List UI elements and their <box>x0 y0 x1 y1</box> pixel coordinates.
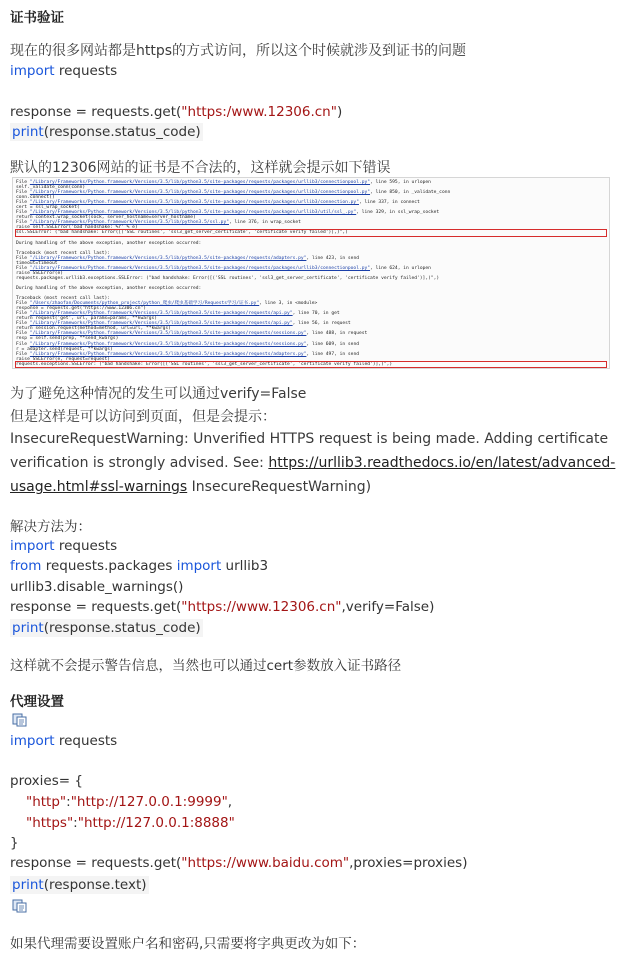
proxies-https-line: "https":"http://127.0.0.1:8888" <box>26 815 235 831</box>
traceback-line: File "/Library/Frameworks/Python.framework/Versions/3.5/lib/python3.5/site-packages/requests/adapters.py", line 497, in send <box>16 351 359 357</box>
error-intro-text: 默认的12306网站的证书是不合法的，这样就会提示如下错误 <box>10 160 391 176</box>
solution-label: 解决方法为： <box>10 519 91 535</box>
proxy-print-line: print(response.text) <box>12 877 147 893</box>
traceback-line: cert = ssl_wrap_socket( <box>16 205 80 211</box>
traceback-line: return session.request(method=method, url=url, **kwargs) <box>16 326 171 332</box>
traceback-line: File "/Users/zhaofan/Documents/python_project/python_爬虫/爬虫基础学习/Requests学习/证书.py", line 3, in <module> <box>16 301 318 307</box>
urllib3-docs-link[interactable]: https://urllib3.readthedocs.io/en/latest/advanced- <box>268 455 616 471</box>
traceback-line: During handling of the above exception, another exception occurred: <box>16 240 202 246</box>
traceback-line: requests.exceptions.SSLError: ("bad handshake: Error([('SSL routines', 'ssl3_get_server_certificate', 'certificate verify failed')],)",) <box>16 362 606 367</box>
traceback-line: File "/Library/Frameworks/Python.framework/Versions/3.5/lib/python3.5/site-packages/requests/packages/urllib3/connection.py", line 337, in connect <box>16 200 420 206</box>
verify-note: 为了避免这种情况的发生可以通过verify=False <box>10 386 307 402</box>
warn-note: 但是这样是可以访问到页面，但是会提示： <box>10 409 276 425</box>
warning-text-1: InsecureRequestWarning: Unverified HTTPS request is being made. Adding certificate <box>10 431 609 447</box>
code-print-line: print(response.status_code) <box>12 124 201 140</box>
copy-code-icon[interactable] <box>12 713 28 727</box>
proxies-http-line: "http":"http://127.0.0.1:9999", <box>26 794 233 810</box>
warning-text-3: usage.html#ssl-warnings InsecureRequestWarning) <box>10 479 372 495</box>
keyword: import <box>10 63 55 79</box>
traceback-line: File "/Library/Frameworks/Python.framework/Versions/3.5/lib/python3.5/site-packages/requests/packages/urllib3/util/ssl_.py", line 329, in ssl_wrap_socket <box>16 210 440 216</box>
traceback-line: raise self.SSLError('bad handshake: %r' % e) <box>16 225 138 231</box>
code2-disable-line: urllib3.disable_warnings() <box>10 579 184 595</box>
traceback-line: File "/Library/Frameworks/Python.framework/Versions/3.5/lib/python3.5/site-packages/requests/packages/urllib3/connectionpool.py", line 624, in urlopen <box>16 265 431 271</box>
traceback-line: File "/Library/Frameworks/Python.framework/Versions/3.5/lib/python3.5/site-packages/requests/sessions.py", line 488, in request <box>16 331 368 337</box>
copy-code-icon[interactable] <box>12 899 28 913</box>
traceback-line: File "/Library/Frameworks/Python.framework/Versions/3.5/lib/python3.5/site-packages/requests/api.py", line 70, in get <box>16 311 340 317</box>
intro-text: 现在的很多网站都是https的方式访问，所以这个时候就涉及到证书的问题 <box>10 43 467 59</box>
urllib3-docs-link-cont[interactable]: usage.html#ssl-warnings <box>10 479 188 495</box>
traceback-line: File "/Library/Frameworks/Python.framework/Versions/3.5/lib/python3.5/site-packages/requests/api.py", line 56, in request <box>16 321 351 327</box>
traceback-line: timeout=timeout <box>16 260 58 266</box>
traceback-line: File "/Library/Frameworks/Python.framework/Versions/3.5/lib/python3.5/site-packages/requests/sessions.py", line 609, in send <box>16 341 359 347</box>
traceback-line: resp = self.send(prep, **send_kwargs) <box>16 336 119 342</box>
proxy-import-line: import requests <box>10 733 118 749</box>
traceback-screenshot <box>12 177 610 369</box>
traceback-line: Traceback (most recent call last): <box>16 296 111 302</box>
traceback-line: return request('get', url, params=params, **kwargs) <box>16 316 158 322</box>
traceback-line: response = requests.get("https://www.12306.cn") <box>16 306 146 312</box>
traceback-line: raise SSLError(e) <box>16 270 64 276</box>
code2-import-line: import requests <box>10 538 118 554</box>
traceback-line: r = adapter.send(request, **kwargs) <box>16 346 113 352</box>
traceback-line: ssl.SSLError: ("bad handshake: Error([('SSL routines', 'ssl3_get_server_certificate', 'certificate verify failed')],)",) <box>16 230 606 235</box>
code2-get-line: response = requests.get("https://www.12306.cn",verify=False) <box>10 599 435 615</box>
auth-note: 如果代理需要设置账户名和密码,只需要将字典更改为如下： <box>10 936 366 952</box>
code-get-line: response = requests.get("https:/www.12306.cn") <box>10 104 343 120</box>
warning-text-2: verification is strongly advised. See: https://urllib3.readthedocs.io/en/latest/advanced- <box>10 455 616 471</box>
proxies-close-line: } <box>10 835 19 851</box>
traceback-line: self._validate_conn(conn) <box>16 185 86 191</box>
code2-from-line: from requests.packages import urllib3 <box>10 558 269 574</box>
traceback-line: File "/Library/Frameworks/Python.framework/Versions/3.5/lib/python3.5/site-packages/requests/packages/urllib3/connectionpool.py", line 595, in urlopen <box>16 180 431 185</box>
traceback-line: requests.packages.urllib3.exceptions.SSLError: ("bad handshake: Error([('SSL routines', 'ssl3_get_server_certificate', 'certificate verify failed')],)",) <box>16 275 440 281</box>
traceback-line: raise SSLError(e, request=request) <box>16 356 111 362</box>
code2-print-line: print(response.status_code) <box>12 620 201 636</box>
traceback-line: During handling of the above exception, another exception occurred: <box>16 285 202 291</box>
section-title-cert: 证书验证 <box>10 10 64 26</box>
traceback-line: conn.connect() <box>16 195 55 201</box>
traceback-line: File "/Library/Frameworks/Python.framework/Versions/3.5/lib/python3.5/site-packages/requests/adapters.py", line 423, in send <box>16 255 359 261</box>
cert-note: 这样就不会提示警告信息，当然也可以通过cert参数放入证书路径 <box>10 658 402 674</box>
proxy-get-line: response = requests.get("https://www.baidu.com",proxies=proxies) <box>10 855 468 871</box>
section-title-proxy: 代理设置 <box>10 694 64 710</box>
traceback-line: File "/Library/Frameworks/Python.framework/Versions/3.5/lib/python3.5/ssl.py", line 376, in wrap_socket <box>16 220 301 226</box>
traceback-line: Traceback (most recent call last): <box>16 250 111 256</box>
proxies-open-line: proxies= { <box>10 773 83 789</box>
code-import-line: import requests <box>10 63 118 79</box>
traceback-line: File "/Library/Frameworks/Python.framework/Versions/3.5/lib/python3.5/site-packages/requests/packages/urllib3/connectionpool.py", line 850, in _validate_conn <box>16 190 451 196</box>
traceback-line: return context.wrap_socket(sock, server_hostname=server_hostname) <box>16 215 196 221</box>
